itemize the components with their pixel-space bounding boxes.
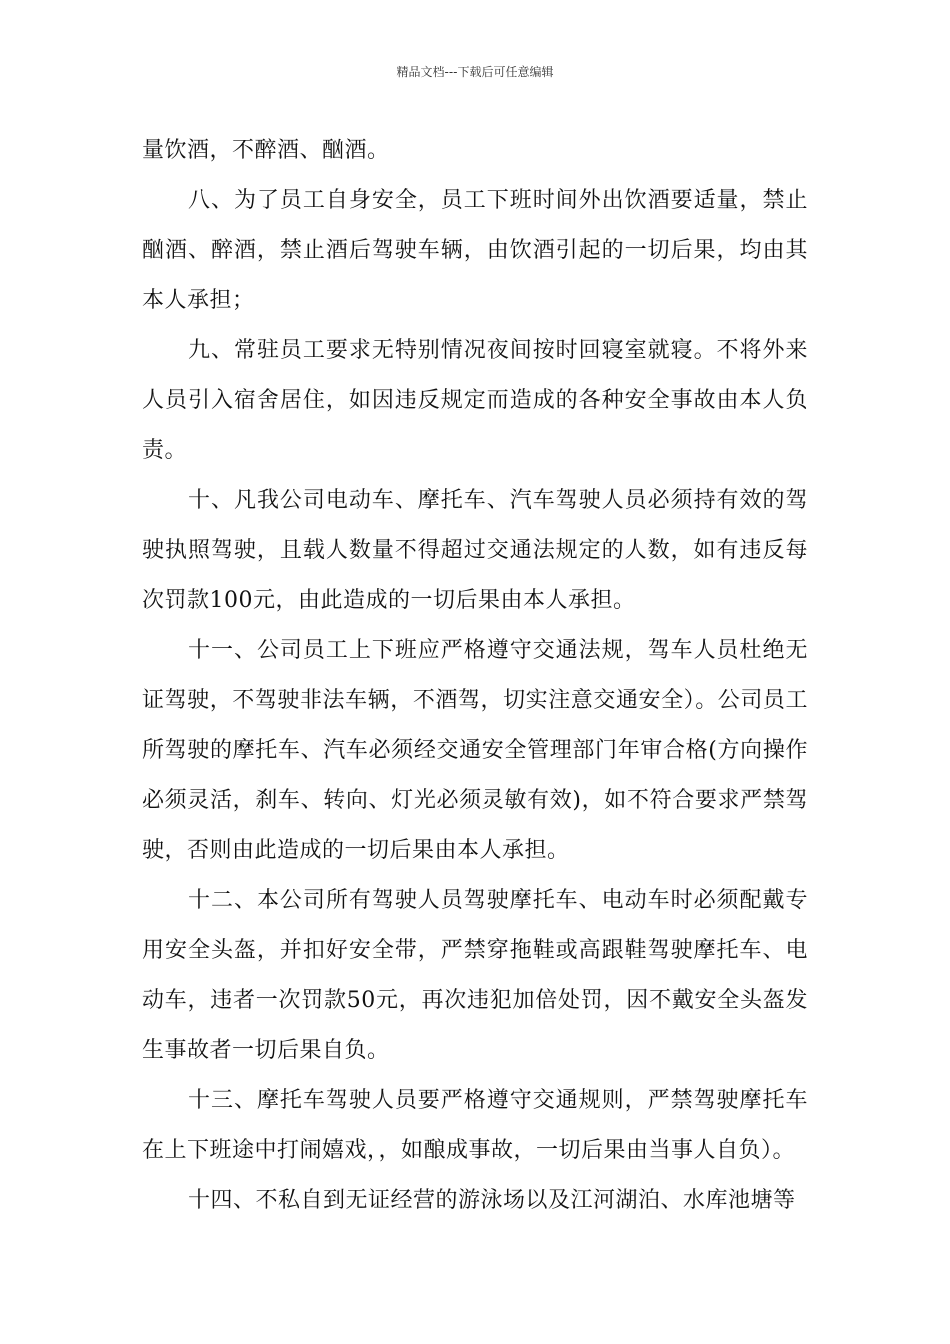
paragraph-continuation: 量饮酒，不醉酒、酗酒。 (142, 138, 390, 163)
page-header: 精品文档---下载后可任意编辑 (396, 65, 554, 79)
paragraph-item-11: 十一、公司员工上下班应严格遵守交通法规，驾车人员杜绝无证驾驶，不驾驶非法车辆，不酒驾，切实注意交通安全）。公司员工所驾驶的摩托车、汽车必须经交通安全管理部门年审合格(方向操作必须灵活，刹车、转向、灯光必须灵敏有效)，如不符合要求严禁驾驶，否则由此造成的一切后果由本人承担。 (142, 638, 808, 863)
paragraph-item-8: 八、为了员工自身安全，员工下班时间外出饮酒要适量，禁止酗酒、醉酒，禁止酒后驾驶车辆，由饮酒引起的一切后果，均由其本人承担； (142, 188, 808, 313)
paragraph-item-12: 十二、本公司所有驾驶人员驾驶摩托车、电动车时必须配戴专用安全头盔，并扣好安全带，严禁穿拖鞋或高跟鞋驾驶摩托车、电动车，违者一次罚款50元，再次违犯加倍处罚，因不戴安全头盔发生事故者一切后果自负。 (142, 888, 808, 1063)
paragraph-item-13: 十三、摩托车驾驶人员要严格遵守交通规则，严禁驾驶摩托车在上下班途中打闹嬉戏，，如酿成事故，一切后果由当事人自负）。 (142, 1088, 808, 1163)
document-body (142, 126, 808, 1226)
paragraph-item-9: 九、常驻员工要求无特别情况夜间按时回寝室就寝。不将外来人员引入宿舍居住，如因违反规定而造成的各种安全事故由本人负责。 (142, 338, 808, 463)
paragraph-item-10: 十、凡我公司电动车、摩托车、汽车驾驶人员必须持有效的驾驶执照驾驶，且载人数量不得超过交通法规定的人数，如有违反每次罚款100元，由此造成的一切后果由本人承担。 (142, 488, 808, 613)
paragraph-item-14: 十四、不私自到无证经营的游泳场以及江河湖泊、水库池塘等 (188, 1188, 796, 1213)
